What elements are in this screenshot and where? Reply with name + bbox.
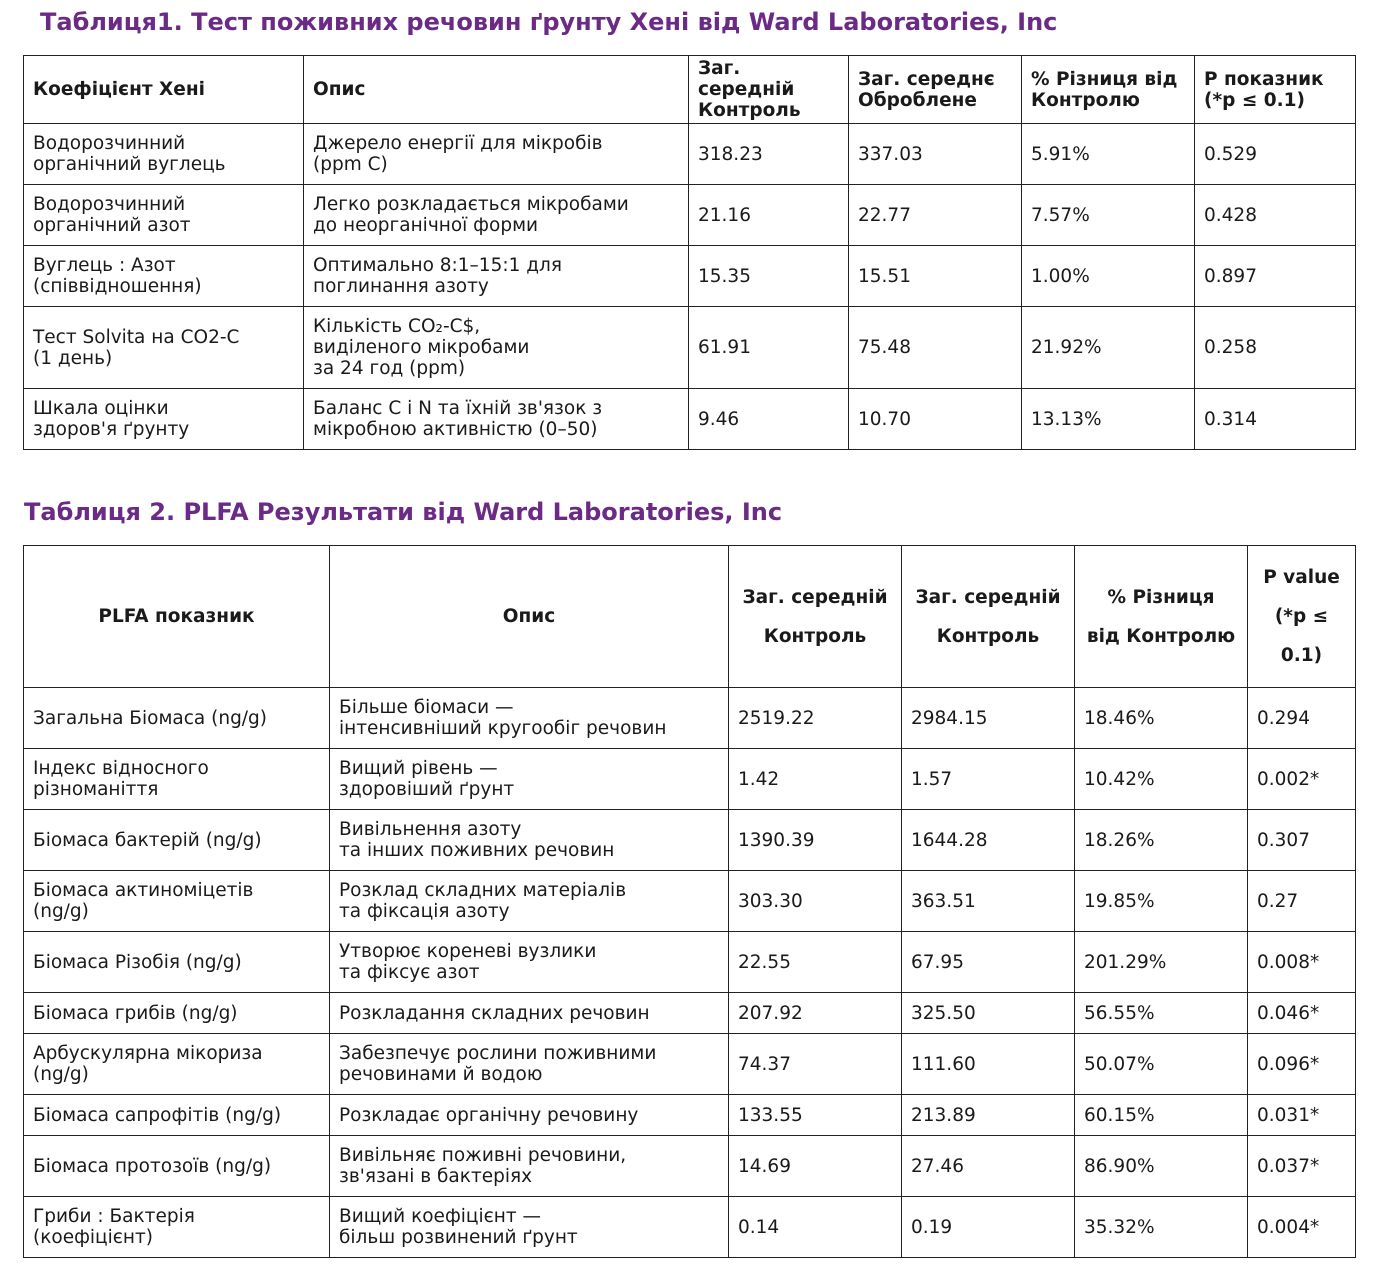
table-cell: 0.008* [1248,932,1356,993]
table-cell: 0.294 [1248,688,1356,749]
table-cell: 0.037* [1248,1136,1356,1197]
table-cell: 18.26% [1075,810,1248,871]
table1 [23,55,1356,450]
table-cell: 337.03 [849,124,1022,185]
table-cell: 50.07% [1075,1034,1248,1095]
column-header: % Різниця від Контролю [1022,56,1195,124]
table-row [24,185,1356,246]
table-cell: 7.57% [1022,185,1195,246]
table1-header-row [24,56,1356,124]
table-cell: Шкала оцінки здоров'я ґрунту [24,389,304,450]
table-cell: 19.85% [1075,871,1248,932]
table-cell: Вищий коефіцієнт — більш розвинений ґрунт [330,1197,729,1258]
table-cell: Утворює кореневі вузлики та фіксує азот [330,932,729,993]
table-cell: 1390.39 [729,810,902,871]
table-cell: Біомаса грибів (ng/g) [24,993,330,1034]
table-cell: 0.27 [1248,871,1356,932]
table-cell: 303.30 [729,871,902,932]
table-cell: Водорозчинний органічний вуглець [24,124,304,185]
table-cell: 22.55 [729,932,902,993]
table-cell: 0.046* [1248,993,1356,1034]
table-cell: 0.307 [1248,810,1356,871]
table-cell: Біомаса Різобія (ng/g) [24,932,330,993]
table-row [24,1136,1356,1197]
table-cell: Вивільнення азоту та інших поживних речовин [330,810,729,871]
table-cell: 35.32% [1075,1197,1248,1258]
table-cell: 86.90% [1075,1136,1248,1197]
table-cell: 18.46% [1075,688,1248,749]
table-cell: 10.70 [849,389,1022,450]
table-row [24,932,1356,993]
table-row [24,1034,1356,1095]
table-cell: 207.92 [729,993,902,1034]
table-cell: 0.096* [1248,1034,1356,1095]
table-cell: 0.529 [1195,124,1356,185]
table-row [24,307,1356,389]
table-cell: 2984.15 [902,688,1075,749]
column-header: PLFA показник [24,546,330,688]
table-cell: Забезпечує рослини поживними речовинами й водою [330,1034,729,1095]
table-cell: Кількість CO₂-C$, виділеного мікробами за 24 год (ppm) [304,307,689,389]
table-row [24,688,1356,749]
table-cell: Баланс C і N та їхній зв'язок з мікробною активністю (0–50) [304,389,689,450]
table-row [24,246,1356,307]
table-cell: Арбускулярна мікориза (ng/g) [24,1034,330,1095]
table-cell: Розкладання складних речовин [330,993,729,1034]
column-header: P value (*p ≤ 0.1) [1248,546,1356,688]
table-cell: Загальна Біомаса (ng/g) [24,688,330,749]
table-cell: 15.35 [689,246,849,307]
table-cell: 0.428 [1195,185,1356,246]
table-cell: Біомаса сапрофітів (ng/g) [24,1095,330,1136]
table-cell: 325.50 [902,993,1075,1034]
table-cell: 0.031* [1248,1095,1356,1136]
table-cell: Біомаса актиноміцетів (ng/g) [24,871,330,932]
table-cell: 74.37 [729,1034,902,1095]
column-header: Заг. середнє Оброблене [849,56,1022,124]
table-cell: Гриби : Бактерія (коефіцієнт) [24,1197,330,1258]
table-cell: 2519.22 [729,688,902,749]
table-cell: 5.91% [1022,124,1195,185]
table-cell: 111.60 [902,1034,1075,1095]
table-cell: 0.14 [729,1197,902,1258]
table2-title: Таблиця 2. PLFA Результати від Ward Laboratories, Inc [24,498,783,526]
table-cell: 21.16 [689,185,849,246]
table-row [24,810,1356,871]
table-row [24,1197,1356,1258]
table-cell: 14.69 [729,1136,902,1197]
column-header: Опис [330,546,729,688]
table-cell: 0.258 [1195,307,1356,389]
table-cell: 56.55% [1075,993,1248,1034]
table-row [24,389,1356,450]
column-header: Заг. середній Контроль [729,546,902,688]
table-cell: Вуглець : Азот (співвідношення) [24,246,304,307]
table-cell: 1.57 [902,749,1075,810]
column-header: P показник (*p ≤ 0.1) [1195,56,1356,124]
table-cell: 363.51 [902,871,1075,932]
table-cell: 201.29% [1075,932,1248,993]
column-header: Опис [304,56,689,124]
table-cell: Водорозчинний органічний азот [24,185,304,246]
table-cell: 133.55 [729,1095,902,1136]
table-cell: Більше біомаси — інтенсивніший кругообіг речовин [330,688,729,749]
table-cell: 27.46 [902,1136,1075,1197]
table-cell: 0.19 [902,1197,1075,1258]
table-cell: 21.92% [1022,307,1195,389]
table-cell: Легко розкладається мікробами до неорганічної форми [304,185,689,246]
table-cell: 0.004* [1248,1197,1356,1258]
table-cell: Біомаса бактерій (ng/g) [24,810,330,871]
column-header: Коефіцієнт Хені [24,56,304,124]
table-row [24,993,1356,1034]
table-cell: 9.46 [689,389,849,450]
table-cell: Розкладає органічну речовину [330,1095,729,1136]
table2-header-row [24,546,1356,688]
table1-title: Таблиця1. Тест поживних речовин ґрунту Хені від Ward Laboratories, Inc [40,8,1058,36]
table-row [24,749,1356,810]
table-cell: 13.13% [1022,389,1195,450]
table-row [24,124,1356,185]
column-header: % Різниця від Контролю [1075,546,1248,688]
table-cell: Вищий рівень — здоровіший ґрунт [330,749,729,810]
table-cell: 0.314 [1195,389,1356,450]
table-cell: Джерело енергії для мікробів (ppm C) [304,124,689,185]
table-cell: Оптимально 8:1–15:1 для поглинання азоту [304,246,689,307]
table-row [24,871,1356,932]
table-cell: 1.42 [729,749,902,810]
table-cell: 213.89 [902,1095,1075,1136]
column-header: Заг. середній Контроль [689,56,849,124]
table-cell: 0.897 [1195,246,1356,307]
table-cell: Розклад складних матеріалів та фіксація азоту [330,871,729,932]
table-cell: 0.002* [1248,749,1356,810]
table-cell: 60.15% [1075,1095,1248,1136]
table-cell: 1644.28 [902,810,1075,871]
table2 [23,545,1356,1258]
table-cell: Тест Solvita на CO2-C (1 день) [24,307,304,389]
table-cell: Біомаса протозоїв (ng/g) [24,1136,330,1197]
table-cell: 10.42% [1075,749,1248,810]
table-cell: Вивільняє поживні речовини, зв'язані в бактеріях [330,1136,729,1197]
table-cell: 75.48 [849,307,1022,389]
table-cell: Індекс відносного різноманіття [24,749,330,810]
table-row [24,1095,1356,1136]
column-header: Заг. середній Контроль [902,546,1075,688]
table-cell: 318.23 [689,124,849,185]
table-cell: 61.91 [689,307,849,389]
table-cell: 22.77 [849,185,1022,246]
table-cell: 67.95 [902,932,1075,993]
table-cell: 15.51 [849,246,1022,307]
table-cell: 1.00% [1022,246,1195,307]
